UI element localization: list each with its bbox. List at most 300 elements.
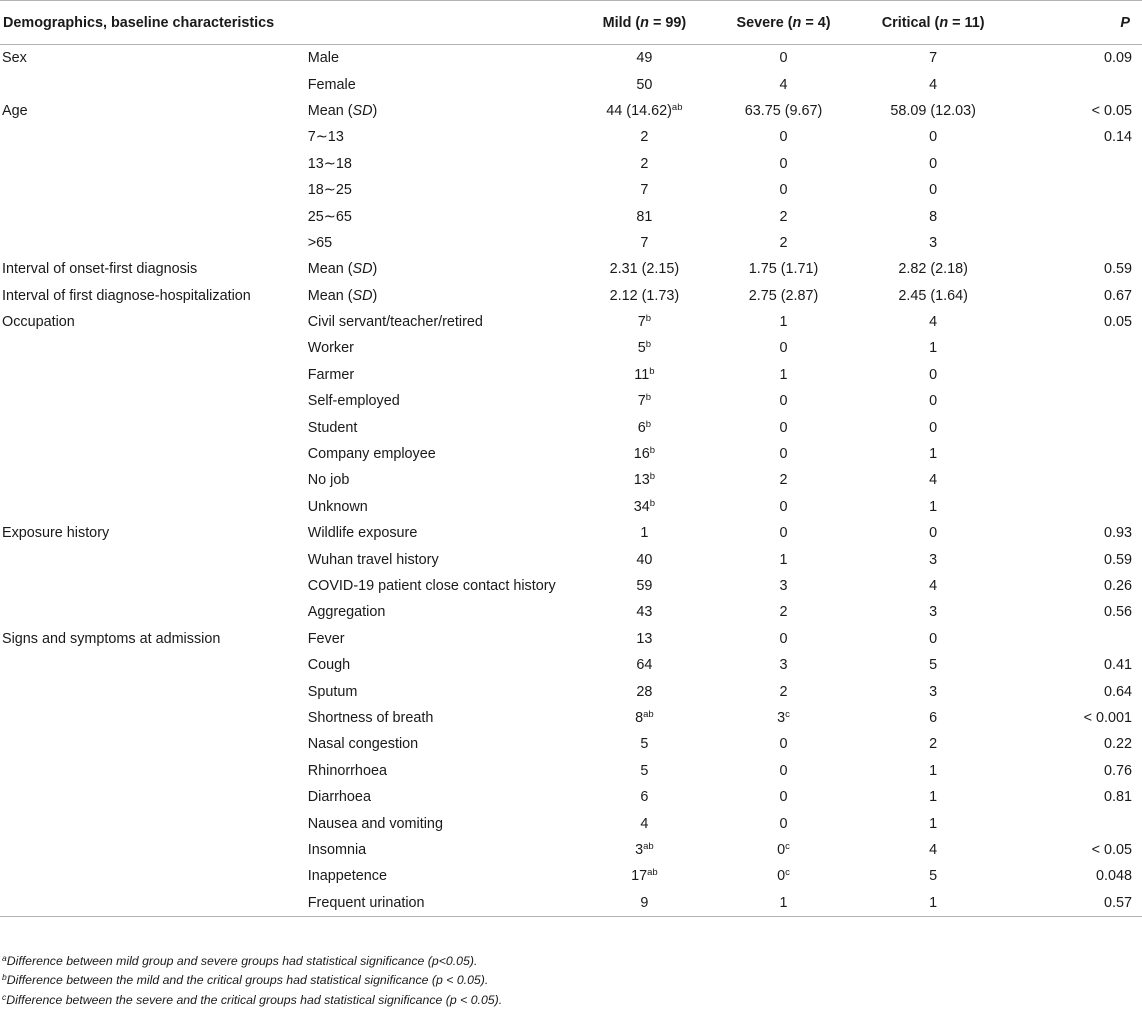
mild-footnote-mark: b — [645, 339, 652, 351]
cell-critical — [850, 362, 1017, 388]
mild-value: 50 — [636, 76, 653, 93]
cell-subcategory — [308, 863, 572, 889]
header-n-symbol: n — [640, 14, 649, 31]
mild-value: 16 — [633, 446, 650, 463]
cell-critical — [850, 652, 1017, 678]
mild-value: 2 — [640, 129, 649, 146]
cell-category — [0, 652, 308, 678]
critical-value: 3 — [929, 683, 938, 700]
footnote — [2, 991, 502, 1010]
p-value: 0.59 — [1103, 261, 1132, 278]
cell-severe — [717, 890, 850, 917]
mild-footnote-mark: b — [645, 313, 652, 325]
header-critical: Critical (n = 11) — [850, 1, 1017, 45]
category-text: Signs and symptoms at admission — [2, 630, 221, 647]
cell-severe — [717, 45, 850, 72]
cell-p-value — [1016, 283, 1142, 309]
cell-category — [0, 256, 308, 282]
table-row — [0, 309, 1142, 335]
cell-category — [0, 573, 308, 599]
subcategory-text: Mean — [307, 287, 344, 304]
cell-mild — [572, 309, 718, 335]
cell-critical — [850, 71, 1017, 97]
table-row — [0, 705, 1142, 731]
cell-subcategory — [308, 45, 572, 72]
cell-subcategory — [308, 810, 572, 836]
cell-severe — [717, 467, 850, 493]
cell-severe — [717, 705, 850, 731]
table-row — [0, 731, 1142, 757]
cell-severe — [717, 599, 850, 625]
cell-mild — [572, 335, 718, 361]
cell-mild — [572, 441, 718, 467]
table-row — [0, 758, 1142, 784]
cell-category — [0, 45, 308, 72]
cell-category — [0, 758, 308, 784]
cell-critical — [850, 890, 1017, 917]
category-text: Exposure history — [2, 525, 110, 542]
cell-mild — [572, 652, 718, 678]
subcategory-text: COVID-19 patient close contact history — [307, 578, 556, 594]
cell-subcategory — [308, 520, 572, 546]
subcategory-text: >65 — [307, 234, 333, 251]
category-text: Age — [2, 102, 28, 119]
cell-subcategory — [308, 626, 572, 652]
cell-severe — [717, 151, 850, 177]
subcategory-text: Inappetence — [307, 868, 387, 885]
footnote-mark: b — [2, 972, 7, 983]
cell-subcategory — [308, 784, 572, 810]
critical-value: 3 — [929, 551, 938, 568]
cell-severe — [717, 678, 850, 704]
cell-mild — [572, 573, 718, 599]
cell-severe — [717, 494, 850, 520]
table-row — [0, 124, 1142, 150]
subcategory-text: Company employee — [307, 446, 436, 463]
subcategory-text: Self-employed — [307, 393, 400, 410]
header-n-symbol: n — [792, 14, 802, 31]
cell-subcategory — [308, 230, 572, 256]
subcategory-text: Farmer — [307, 366, 355, 383]
cell-critical — [850, 124, 1017, 150]
cell-mild — [572, 177, 718, 203]
cell-p-value — [1016, 388, 1142, 414]
critical-value: 0 — [929, 419, 938, 436]
cell-category — [0, 494, 308, 520]
cell-mild — [572, 362, 718, 388]
p-value: 0.05 — [1103, 314, 1132, 331]
table-header — [0, 1, 1142, 45]
mild-footnote-mark: b — [645, 418, 652, 430]
p-value: 0.56 — [1103, 604, 1132, 621]
cell-severe — [717, 230, 850, 256]
cell-severe — [717, 626, 850, 652]
category-text: Interval of onset-first diagnosis — [2, 261, 198, 278]
cell-critical — [850, 494, 1017, 520]
subcategory-text: Aggregation — [307, 604, 386, 621]
cell-severe — [717, 203, 850, 229]
cell-severe — [717, 256, 850, 282]
cell-severe — [717, 652, 850, 678]
mild-value: 5 — [637, 340, 646, 357]
critical-value: 1 — [929, 894, 938, 911]
subcategory-text: 7∼13 — [307, 129, 344, 146]
subcategory-italic: SD — [352, 287, 373, 304]
severe-value: 0 — [777, 868, 786, 885]
cell-subcategory — [308, 731, 572, 757]
critical-value: 0 — [929, 393, 938, 410]
critical-value: 58.09 (12.03) — [890, 102, 976, 119]
cell-critical — [850, 626, 1017, 652]
cell-severe — [717, 362, 850, 388]
cell-critical — [850, 731, 1017, 757]
cell-severe — [717, 98, 850, 124]
cell-critical — [850, 678, 1017, 704]
cell-mild — [572, 494, 718, 520]
cell-critical — [850, 283, 1017, 309]
severe-value: 0 — [779, 815, 788, 832]
mild-value: 3 — [635, 841, 644, 858]
severe-value: 4 — [779, 76, 788, 93]
p-value: 0.048 — [1095, 868, 1132, 885]
severe-value: 0 — [779, 525, 788, 542]
severe-value: 0 — [779, 736, 788, 753]
cell-p-value — [1016, 203, 1142, 229]
cell-mild — [572, 467, 718, 493]
footnote-text: Difference between the severe and the critical groups had statistical significance (p < 0.05). — [6, 992, 503, 1007]
p-value: < 0.05 — [1091, 102, 1132, 119]
category-text: Interval of first diagnose-hospitalization — [2, 287, 251, 304]
cell-subcategory — [308, 177, 572, 203]
cell-critical — [850, 441, 1017, 467]
severe-value: 1 — [779, 551, 788, 568]
cell-critical — [850, 467, 1017, 493]
p-value: < 0.05 — [1091, 841, 1132, 858]
category-text: Occupation — [2, 314, 75, 331]
cell-mild — [572, 388, 718, 414]
cell-severe — [717, 810, 850, 836]
subcategory-text: No job — [307, 472, 350, 489]
critical-value: 0 — [929, 182, 938, 199]
cell-p-value — [1016, 626, 1142, 652]
table-row — [0, 71, 1142, 97]
cell-category — [0, 810, 308, 836]
critical-value: 5 — [929, 657, 938, 674]
cell-subcategory: Mean (SD) — [307, 261, 378, 278]
cell-subcategory — [308, 335, 572, 361]
critical-value: 1 — [929, 340, 938, 357]
cell-p-value — [1016, 151, 1142, 177]
cell-critical — [850, 335, 1017, 361]
cell-category — [0, 151, 308, 177]
severe-footnote-mark: c — [785, 840, 790, 852]
table-row — [0, 388, 1142, 414]
cell-mild — [572, 256, 718, 282]
mild-footnote-mark: ab — [643, 708, 654, 720]
cell-category — [0, 705, 308, 731]
severe-value: 1 — [779, 366, 788, 383]
header-p-value — [1016, 1, 1142, 45]
subcategory-text: Fever — [307, 630, 345, 647]
p-value: 0.64 — [1103, 683, 1132, 700]
mild-value: 64 — [636, 657, 653, 674]
header-severe-label: Severe — [736, 14, 784, 31]
cell-subcategory: Mean (SD) — [307, 102, 378, 119]
critical-value: 1 — [929, 446, 938, 463]
mild-value: 13 — [636, 630, 653, 647]
table-row — [0, 863, 1142, 889]
mild-footnote-mark: b — [649, 445, 656, 457]
cell-category — [0, 626, 308, 652]
critical-value: 6 — [929, 709, 938, 726]
cell-critical — [850, 705, 1017, 731]
mild-footnote-mark: b — [649, 365, 655, 377]
mild-value: 4 — [640, 815, 649, 832]
cell-severe — [717, 520, 850, 546]
cell-severe — [717, 441, 850, 467]
mild-value: 40 — [636, 551, 653, 568]
cell-critical — [850, 758, 1017, 784]
cell-critical — [850, 784, 1017, 810]
critical-value: 1 — [929, 498, 938, 515]
cell-category — [0, 520, 308, 546]
mild-value: 81 — [636, 208, 653, 225]
table-row — [0, 335, 1142, 361]
cell-mild — [572, 626, 718, 652]
p-value: 0.81 — [1103, 789, 1132, 806]
mild-value: 6 — [640, 789, 649, 806]
subcategory-text: Shortness of breath — [307, 709, 434, 726]
cell-subcategory — [308, 573, 572, 599]
cell-p-value — [1016, 467, 1142, 493]
footnote — [2, 952, 502, 971]
header-critical-n: 11 — [964, 14, 980, 31]
cell-p-value — [1016, 98, 1142, 124]
cell-subcategory — [308, 467, 572, 493]
cell-mild — [572, 890, 718, 917]
cell-p-value — [1016, 678, 1142, 704]
severe-value: 2 — [779, 604, 788, 621]
cell-mild — [572, 599, 718, 625]
cell-severe — [717, 863, 850, 889]
subcategory-italic: SD — [352, 261, 373, 278]
critical-value: 7 — [929, 50, 938, 67]
mild-value: 5 — [640, 736, 649, 753]
cell-subcategory — [308, 837, 572, 863]
subcategory-text: 18∼25 — [307, 182, 352, 199]
mild-value: 49 — [636, 50, 653, 67]
header-n-symbol: n — [939, 14, 949, 31]
severe-value: 3 — [779, 578, 788, 594]
cell-category — [0, 283, 308, 309]
cell-category — [0, 98, 308, 124]
cell-critical — [850, 388, 1017, 414]
cell-severe — [717, 335, 850, 361]
cell-subcategory — [308, 890, 572, 917]
subcategory-text: Wildlife exposure — [307, 525, 418, 542]
cell-severe — [717, 309, 850, 335]
cell-subcategory — [308, 599, 572, 625]
cell-p-value — [1016, 441, 1142, 467]
critical-value: 0 — [929, 155, 938, 172]
p-value: 0.09 — [1103, 50, 1132, 67]
cell-category — [0, 731, 308, 757]
footnote-mark: a — [2, 953, 7, 963]
cell-critical — [850, 863, 1017, 889]
critical-value: 0 — [929, 129, 938, 146]
p-value: 0.93 — [1103, 525, 1132, 542]
cell-p-value — [1016, 71, 1142, 97]
cell-subcategory — [308, 546, 572, 572]
cell-critical — [850, 599, 1017, 625]
cell-mild — [572, 731, 718, 757]
table-row — [0, 652, 1142, 678]
severe-value: 0 — [779, 446, 788, 463]
cell-mild — [572, 203, 718, 229]
subcategory-text: Mean — [307, 261, 344, 278]
cell-subcategory — [308, 441, 572, 467]
severe-value: 2 — [779, 208, 788, 225]
critical-value: 5 — [929, 868, 938, 885]
severe-footnote-mark: c — [785, 708, 790, 720]
subcategory-text: Wuhan travel history — [307, 551, 439, 568]
mild-value: 7 — [637, 393, 646, 410]
cell-mild — [572, 678, 718, 704]
subcategory-text: Insomnia — [307, 841, 367, 858]
critical-value: 3 — [929, 234, 938, 251]
cell-p-value — [1016, 124, 1142, 150]
header-mild-label: Mild — [602, 14, 632, 31]
subcategory-text: 25∼65 — [307, 208, 352, 225]
cell-p-value — [1016, 758, 1142, 784]
header-severe-n: 4 — [817, 14, 826, 31]
cell-category — [0, 546, 308, 572]
category-text: Sex — [2, 50, 27, 67]
cell-category — [0, 203, 308, 229]
subcategory-text: Diarrhoea — [307, 789, 371, 806]
critical-value: 4 — [929, 841, 938, 858]
table-body — [0, 45, 1142, 917]
cell-critical — [850, 256, 1017, 282]
cell-subcategory — [308, 414, 572, 440]
cell-mild — [572, 520, 718, 546]
severe-value: 1 — [779, 314, 788, 331]
cell-mild — [572, 71, 718, 97]
subcategory-text: Civil servant/teacher/retired — [307, 314, 483, 331]
cell-mild — [572, 124, 718, 150]
header-mild-n: 99 — [665, 14, 682, 31]
critical-value: 0 — [929, 525, 938, 542]
critical-value: 3 — [929, 604, 938, 621]
cell-category — [0, 863, 308, 889]
cell-subcategory — [308, 309, 572, 335]
p-value: 0.22 — [1103, 736, 1132, 753]
cell-subcategory — [308, 362, 572, 388]
cell-mild — [572, 45, 718, 72]
cell-subcategory — [308, 151, 572, 177]
table-row — [0, 573, 1142, 599]
mild-value: 13 — [633, 472, 650, 489]
cell-p-value — [1016, 705, 1142, 731]
cell-critical — [850, 837, 1017, 863]
cell-subcategory — [308, 124, 572, 150]
cell-p-value — [1016, 890, 1142, 917]
critical-value: 2 — [929, 736, 938, 753]
critical-value: 8 — [929, 208, 938, 225]
cell-critical — [850, 45, 1017, 72]
table-row — [0, 256, 1142, 282]
subcategory-text: Nasal congestion — [307, 736, 419, 753]
table-row — [0, 520, 1142, 546]
cell-category — [0, 890, 308, 917]
cell-category — [0, 309, 308, 335]
critical-value: 2.45 (1.64) — [898, 287, 968, 304]
table-row — [0, 283, 1142, 309]
table-row — [0, 890, 1142, 917]
cell-category — [0, 71, 308, 97]
cell-subcategory — [308, 71, 572, 97]
header-mild: Mild (n = 99) — [572, 1, 718, 45]
table-row — [0, 203, 1142, 229]
table-row — [0, 45, 1142, 72]
severe-value: 1 — [779, 894, 788, 911]
mild-footnote-mark: ab — [643, 840, 654, 852]
severe-value: 0 — [779, 155, 788, 172]
cell-p-value — [1016, 810, 1142, 836]
footnote-text: Difference between the mild and the critical groups had statistical significance (p < 0.05). — [6, 973, 489, 988]
subcategory-text: Female — [307, 76, 356, 93]
table-row — [0, 441, 1142, 467]
table-row — [0, 810, 1142, 836]
mild-value: 5 — [640, 762, 649, 779]
cell-critical — [850, 546, 1017, 572]
p-value: 0.57 — [1103, 894, 1132, 911]
table-row — [0, 546, 1142, 572]
p-value: 0.76 — [1103, 762, 1132, 779]
severe-value: 0 — [779, 789, 788, 806]
table-row — [0, 784, 1142, 810]
table-row — [0, 414, 1142, 440]
mild-value: 1 — [640, 525, 649, 542]
critical-value: 1 — [929, 789, 938, 806]
table-row — [0, 98, 1142, 124]
header-critical-label: Critical — [881, 14, 931, 31]
p-value: < 0.001 — [1083, 709, 1132, 726]
severe-value: 0 — [777, 841, 786, 858]
cell-p-value — [1016, 335, 1142, 361]
p-value: 0.14 — [1103, 129, 1132, 146]
subcategory-text: Male — [307, 50, 339, 67]
subcategory-text: Unknown — [307, 498, 368, 515]
cell-subcategory — [308, 705, 572, 731]
cell-severe — [717, 573, 850, 599]
cell-p-value — [1016, 494, 1142, 520]
cell-mild — [572, 546, 718, 572]
cell-category — [0, 784, 308, 810]
mild-value: 2.12 (1.73) — [609, 287, 680, 304]
cell-subcategory — [308, 652, 572, 678]
mild-value: 44 (14.62) — [606, 102, 672, 119]
cell-severe — [717, 177, 850, 203]
footnote-mark: c — [2, 991, 7, 1002]
cell-mild — [572, 784, 718, 810]
subcategory-text: Worker — [307, 340, 354, 357]
cell-mild — [572, 230, 718, 256]
p-value: 0.26 — [1103, 578, 1132, 594]
cell-p-value — [1016, 837, 1142, 863]
subcategory-text: 13∼18 — [307, 155, 352, 172]
severe-value: 2 — [779, 234, 788, 251]
